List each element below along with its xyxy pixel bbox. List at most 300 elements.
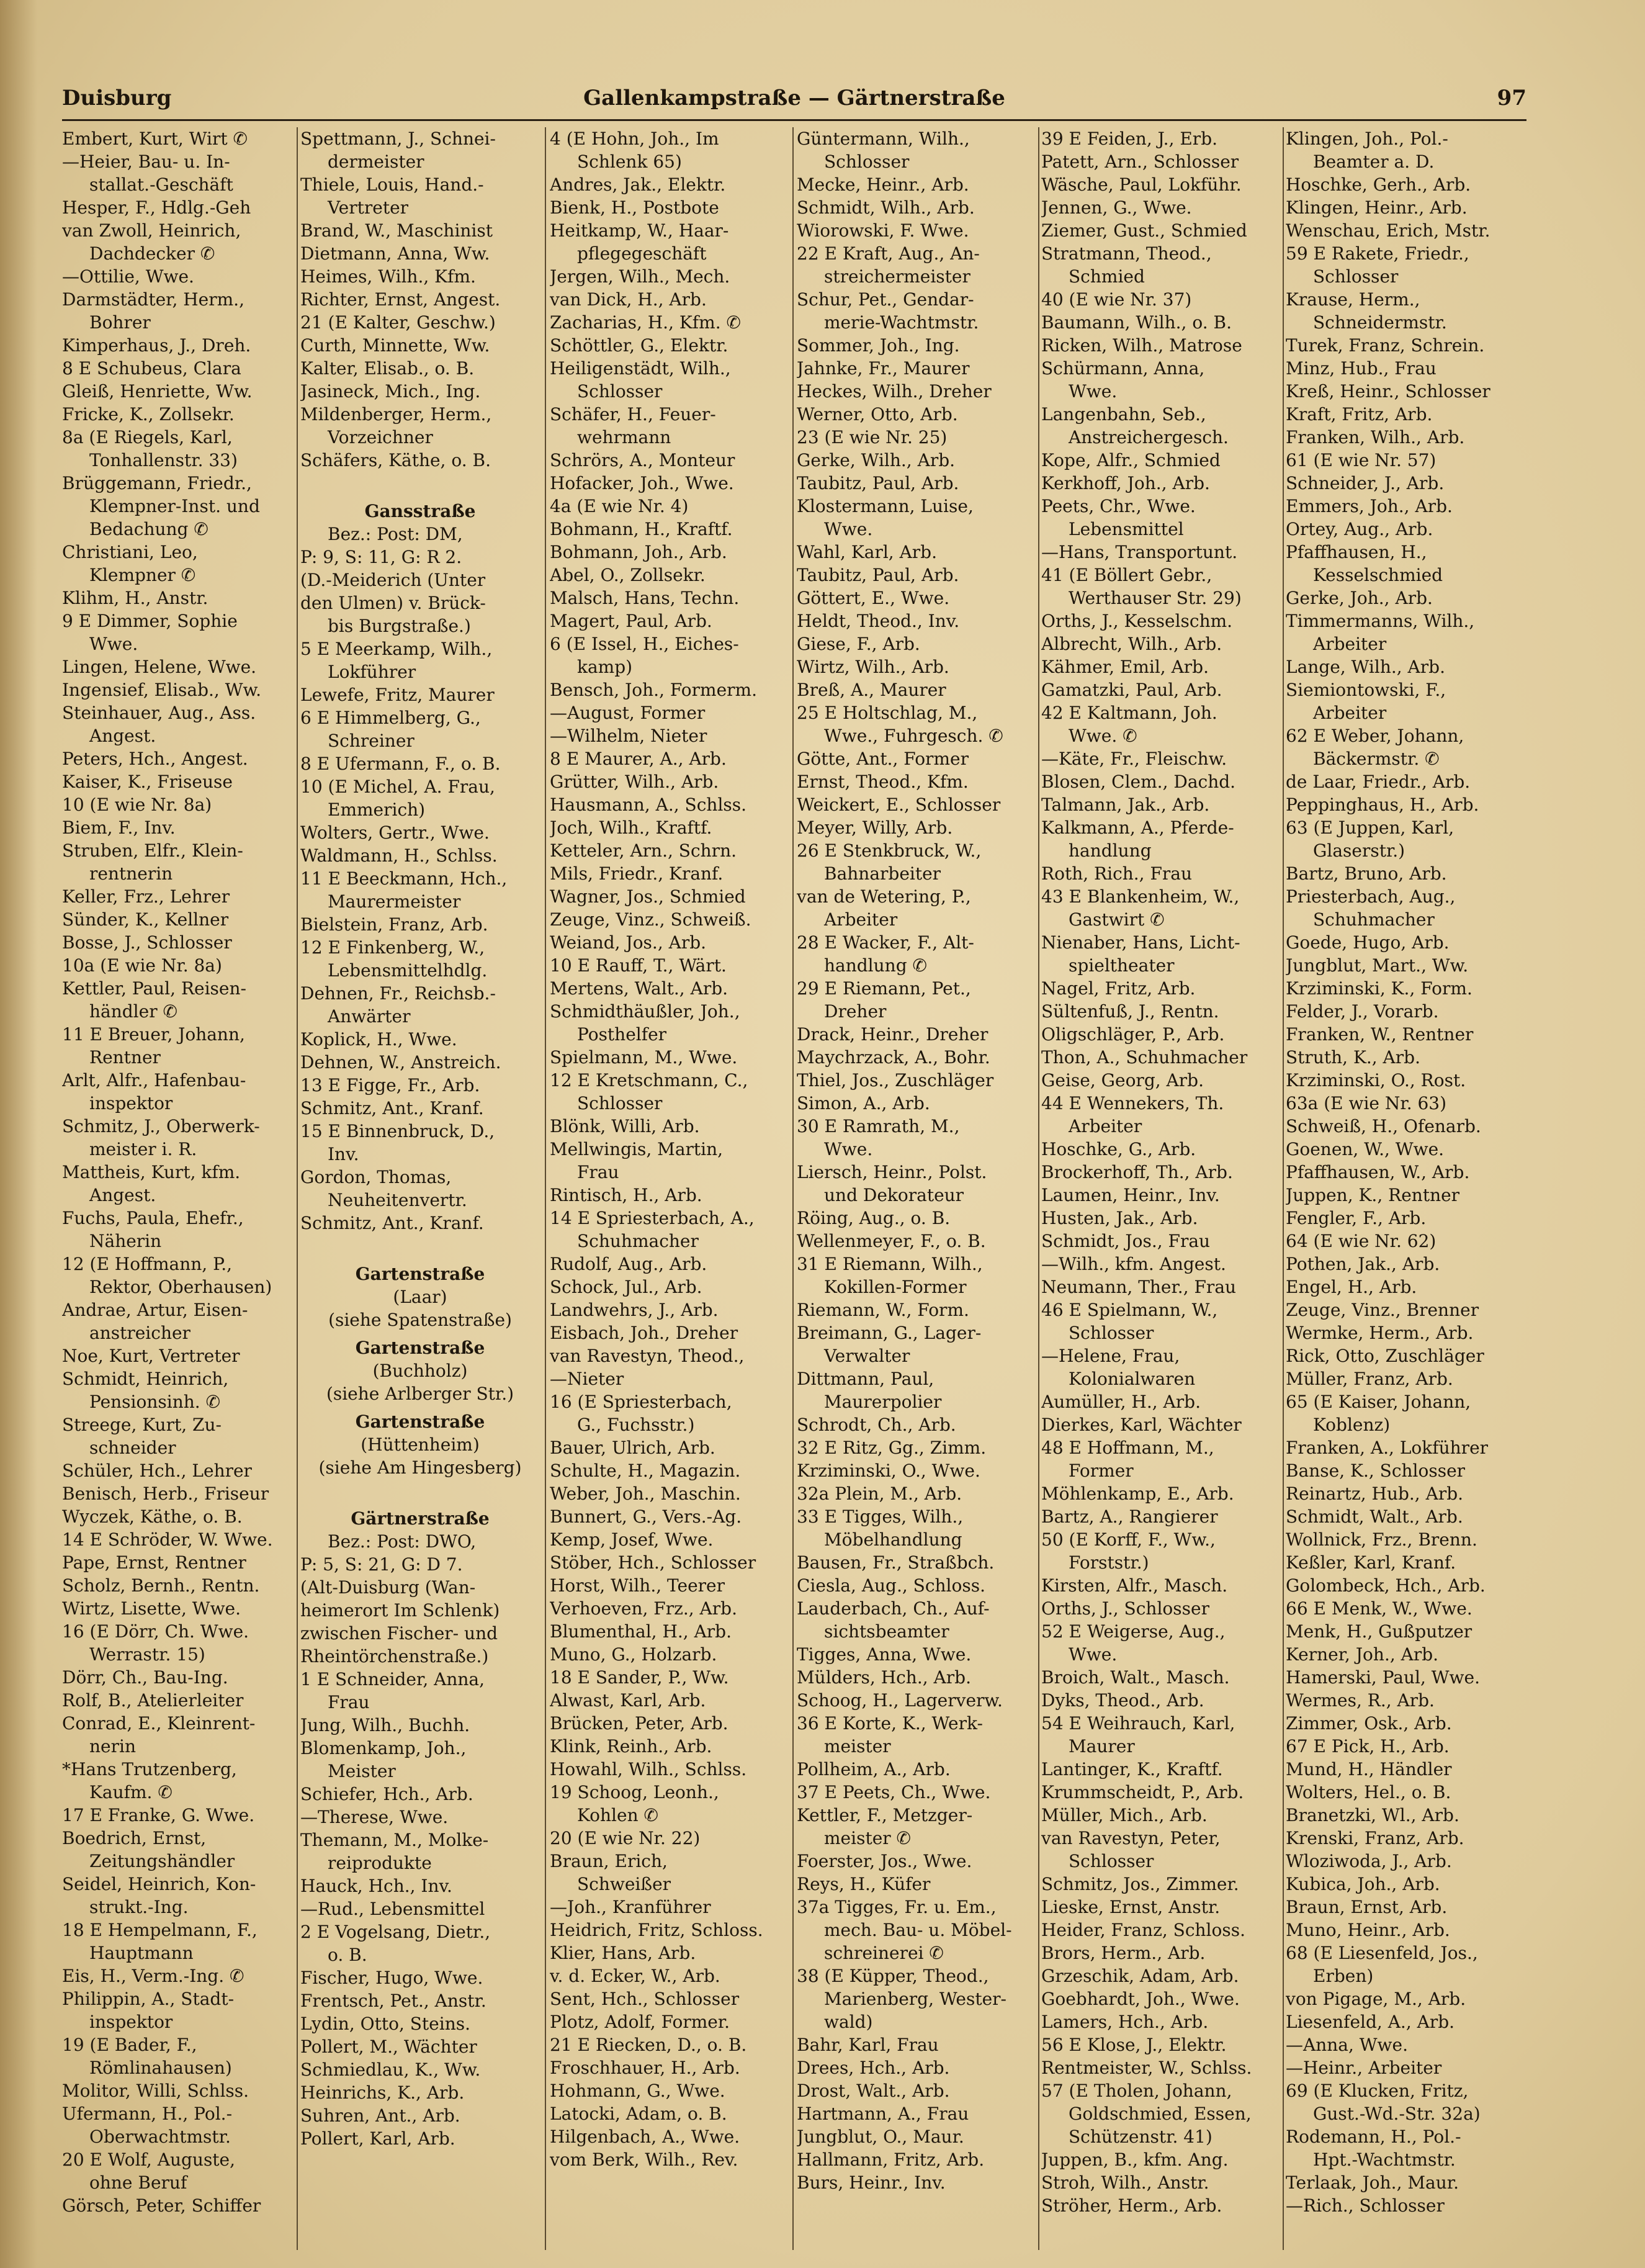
resident-entry: Görsch, Peter, Schiffer [62,2195,261,2216]
spacer [300,472,540,495]
spacer [300,1235,540,1258]
street-note: (siehe Spatenstraße) [328,1310,512,1330]
resident-entry: Braun, Ernst, Arb. [1286,1897,1448,1917]
resident-entry: Nienaber, Hans, Licht- [1041,932,1240,953]
entry-continuation: dermeister [328,151,424,172]
entry-continuation: Kohlen ✆ [577,1805,658,1825]
resident-entry: —Käte, Fr., Fleischw. [1041,749,1227,769]
entry-continuation: Bedachung ✆ [89,519,208,539]
spacer [300,1479,540,1502]
resident-entry: Göttert, E., Wwe. [797,588,950,608]
resident-entry: Emmers, Joh., Arb. [1286,496,1453,516]
resident-entry: —Therese, Wwe. [300,1807,449,1827]
resident-entry: Schöttler, G., Elektr. [550,335,728,356]
resident-entry: Ufermann, H., Pol.- [62,2104,233,2124]
resident-entry: Sültenfuß, J., Rentn. [1041,1001,1219,1022]
resident-entry: Zeuge, Vinz., Schweiß. [550,909,751,930]
resident-entry: Ortey, Aug., Arb. [1286,519,1433,539]
city-title: Duisburg [62,86,172,110]
resident-entry: Baumann, Wilh., o. B. [1041,312,1232,333]
resident-entry: Brüggemann, Friedr., [62,473,252,493]
entry-continuation: Koblenz) [1313,1415,1391,1435]
resident-entry: Rentmeister, W., Schlss. [1041,2058,1252,2078]
resident-entry: Orths, J., Kesselschm. [1041,611,1233,631]
resident-entry: Kraft, Fritz, Arb. [1286,404,1433,425]
entry-continuation: Lokführer [328,662,416,682]
column-divider [545,127,546,2250]
resident-entry: Grütter, Wilh., Arb. [550,772,719,792]
resident-entry: Wermes, R., Arb. [1286,1690,1435,1711]
entry-continuation: Maurerpolier [824,1392,942,1412]
resident-entry: Frentsch, Pet., Anstr. [300,1991,486,2011]
resident-entry: Peters, Hch., Angest. [62,749,248,769]
resident-entry: Schur, Pet., Gendar- [797,289,974,310]
resident-entry: Schüler, Hch., Lehrer [62,1460,252,1481]
entry-continuation: Anstreichergesch. [1069,427,1229,448]
resident-entry: Kettler, F., Metzger- [797,1805,973,1825]
entry-continuation: Zeitungshändler [89,1851,235,1871]
directory-column-2 [300,127,540,2250]
entry-continuation: Klempner-Inst. und [89,496,260,516]
resident-entry: Seidel, Heinrich, Kon- [62,1874,256,1894]
resident-entry: Liesenfeld, A., Arb. [1286,2012,1455,2032]
resident-entry: Richter, Ernst, Angest. [300,289,501,310]
resident-entry: Foerster, Jos., Wwe. [797,1851,972,1871]
entry-continuation: inspektor [89,1093,173,1114]
resident-entry: Menk, H., Gußputzer [1286,1621,1472,1642]
entry-continuation: Glaserstr.) [1313,840,1405,861]
resident-entry: 32a Plein, M., Arb. [797,1483,962,1504]
resident-entry: Landwehrs, J., Arb. [550,1300,719,1320]
resident-entry: Keller, Frz., Lehrer [62,886,230,907]
entry-continuation: meister [824,1736,891,1757]
resident-entry: Dörr, Ch., Bau-Ing. [62,1667,228,1688]
resident-entry: 42 E Kaltmann, Joh. [1041,703,1217,723]
resident-entry: Langenbahn, Seb., [1041,404,1206,425]
resident-entry: P: 5, S: 21, G: D 7. [300,1554,463,1575]
resident-entry: Blönk, Willi, Arb. [550,1116,700,1136]
resident-entry: 32 E Ritz, Gg., Zimm. [797,1438,987,1458]
resident-entry: 15 E Binnenbruck, D., [300,1121,495,1141]
resident-entry: 11 E Breuer, Johann, [62,1024,245,1045]
resident-entry: Golombeck, Hch., Arb. [1286,1575,1486,1596]
resident-entry: Weiand, Jos., Arb. [550,932,707,953]
resident-entry: Riemann, W., Form. [797,1300,969,1320]
entry-continuation: Verwalter [824,1346,910,1366]
resident-entry: Giese, F., Arb. [797,634,920,654]
resident-entry: Jungblut, Mart., Ww. [1286,955,1469,976]
resident-entry: Drack, Heinr., Dreher [797,1024,988,1045]
resident-entry: Muno, G., Holzarb. [550,1644,717,1665]
column-divider [792,127,794,2250]
resident-entry: Kerner, Joh., Arb. [1286,1644,1439,1665]
entry-continuation: Kaufm. ✆ [89,1782,173,1802]
resident-entry: Wolters, Hel., o. B. [1286,1782,1451,1802]
resident-entry: Franken, Wilh., Arb. [1286,427,1465,448]
resident-entry: Taubitz, Paul, Arb. [797,473,959,493]
resident-entry: Krenski, Franz, Arb. [1286,1828,1464,1848]
resident-entry: Stroh, Wilh., Anstr. [1041,2172,1209,2193]
entry-continuation: reiprodukte [328,1853,432,1873]
resident-entry: Latocki, Adam, o. B. [550,2104,727,2124]
resident-entry: Blumenthal, H., Arb. [550,1621,732,1642]
entry-continuation: Wwe. ✆ [1069,726,1137,746]
entry-continuation: rentnerin [89,863,173,884]
page-number: 97 [1497,86,1526,110]
resident-entry: Brand, W., Maschinist [300,220,493,241]
resident-entry: Juppen, K., Rentner [1286,1185,1460,1205]
entry-continuation: Schweißer [577,1874,671,1894]
resident-entry: Lingen, Helene, Wwe. [62,657,257,677]
resident-entry: Bunnert, G., Vers.-Ag. [550,1506,742,1527]
street-note: (Laar) [393,1287,447,1307]
resident-entry: Roth, Rich., Frau [1041,863,1193,884]
entry-continuation: Kolonialwaren [1069,1369,1196,1389]
resident-entry: Horst, Wilh., Teerer [550,1575,725,1596]
entry-continuation: Schützenstr. 41) [1069,2126,1212,2147]
resident-entry: 16 (E Spriesterbach, [550,1392,732,1412]
resident-entry: Pothen, Jak., Arb. [1286,1254,1440,1274]
entry-continuation: Schlenk 65) [577,151,682,172]
entry-continuation: streichermeister [824,266,970,287]
entry-continuation: schreinerei ✆ [824,1943,944,1963]
entry-continuation: Schlosser [577,381,663,402]
resident-entry: 30 E Ramrath, M., [797,1116,960,1136]
entry-continuation: Marienberg, Wester- [824,1989,1007,2009]
resident-entry: Bielstein, Franz, Arb. [300,914,488,935]
resident-entry: Juppen, B., kfm. Ang. [1041,2149,1229,2170]
resident-entry: Schulte, H., Magazin. [550,1460,741,1481]
entry-continuation: Arbeiter [1069,1116,1142,1136]
resident-entry: Schiefer, Hch., Arb. [300,1784,473,1804]
entry-continuation: kamp) [577,657,633,677]
resident-entry: Benisch, Herb., Friseur [62,1483,269,1504]
resident-entry: Heldt, Theod., Inv. [797,611,960,631]
resident-entry: Laumen, Heinr., Inv. [1041,1185,1220,1205]
resident-entry: (D.-Meiderich (Unter [300,570,486,590]
resident-entry: Heimes, Wilh., Kfm. [300,266,476,287]
resident-entry: 20 (E wie Nr. 22) [550,1828,701,1848]
resident-entry: Schmitz, Ant., Kranf. [300,1213,484,1233]
resident-entry: Krziminski, O., Wwe. [797,1460,980,1481]
resident-entry: Blomenkamp, Joh., [300,1738,467,1758]
resident-entry: Mattheis, Kurt, kfm. [62,1162,241,1182]
resident-entry: Koplick, H., Wwe. [300,1029,457,1050]
entry-continuation: Anwärter [328,1006,411,1027]
resident-entry: Schmitz, Jos., Zimmer. [1041,1874,1239,1894]
entry-continuation: sichtsbeamter [824,1621,949,1642]
resident-entry: Zimmer, Osk., Arb. [1286,1713,1452,1734]
entry-continuation: strukt.-Ing. [89,1897,189,1917]
resident-entry: 40 (E wie Nr. 37) [1041,289,1192,310]
resident-entry: Wäsche, Paul, Lokführ. [1041,174,1242,195]
resident-entry: —Helene, Frau, [1041,1346,1180,1366]
resident-entry: Taubitz, Paul, Arb. [797,565,959,585]
resident-entry: Lamers, Hch., Arb. [1041,2012,1209,2032]
resident-entry: Bensch, Joh., Formerm. [550,680,757,700]
resident-entry: (Alt-Duisburg (Wan- [300,1577,476,1598]
resident-entry: Sommer, Joh., Ing. [797,335,960,356]
resident-entry: Röing, Aug., o. B. [797,1208,951,1228]
entry-continuation: Wwe. [824,519,873,539]
resident-entry: Schmidt, Wilh., Arb. [797,197,975,218]
resident-entry: Alwast, Karl, Arb. [550,1690,706,1711]
resident-entry: Orths, J., Schlosser [1041,1598,1209,1619]
resident-entry: Wahl, Karl, Arb. [797,542,938,562]
entry-continuation: pflegegeschäft [577,243,707,264]
resident-entry: Krummscheidt, P., Arb. [1041,1782,1244,1802]
resident-entry: 8 E Schubeus, Clara [62,358,241,379]
resident-entry: Noe, Kurt, Vertreter [62,1346,240,1366]
entry-continuation: Dreher [824,1001,887,1022]
resident-entry: Krziminski, K., Form. [1286,978,1472,999]
resident-entry: Bauer, Ulrich, Arb. [550,1438,715,1458]
resident-entry: Philippin, A., Stadt- [62,1989,235,2009]
resident-entry: Boedrich, Ernst, [62,1828,207,1848]
entry-continuation: Pensionsinh. ✆ [89,1392,221,1412]
resident-entry: Franken, W., Rentner [1286,1024,1474,1045]
resident-entry: Schmidt, Walt., Arb. [1286,1506,1463,1527]
resident-entry: Wirtz, Wilh., Arb. [797,657,949,677]
resident-entry: —Wilh., kfm. Angest. [1041,1254,1226,1274]
resident-entry: 9 E Dimmer, Sophie [62,611,238,631]
resident-entry: v. d. Ecker, W., Arb. [550,1966,720,1986]
resident-entry: Breimann, G., Lager- [797,1323,982,1343]
resident-entry: Wagner, Jos., Schmied [550,886,746,907]
resident-entry: vom Berk, Wilh., Rev. [550,2149,738,2170]
resident-entry: Patett, Arn., Schlosser [1041,151,1239,172]
resident-entry: Spettmann, J., Schnei- [300,128,496,149]
resident-entry: 44 E Wennekers, Th. [1041,1093,1224,1114]
entry-continuation: Wwe. [824,1139,873,1159]
resident-entry: Albrecht, Wilh., Arb. [1041,634,1222,654]
resident-entry: 63a (E wie Nr. 63) [1286,1093,1447,1114]
resident-entry: 21 (E Kalter, Geschw.) [300,312,496,333]
resident-entry: —Wilhelm, Nieter [550,726,707,746]
resident-entry: Sünder, K., Kellner [62,909,229,930]
resident-entry: Dehnen, Fr., Reichsb.- [300,983,496,1004]
resident-entry: 12 (E Hoffmann, P., [62,1254,233,1274]
resident-entry: Scholz, Bernh., Rentn. [62,1575,260,1596]
resident-entry: 36 E Korte, K., Werk- [797,1713,983,1734]
page-spine-shadow [0,0,37,2268]
resident-entry: Lantinger, K., Kraftf. [1041,1759,1223,1780]
resident-entry: Schrörs, A., Monteur [550,450,735,470]
resident-entry: Priesterbach, Aug., [1286,886,1456,907]
entry-continuation: Bez.: Post: DWO, [328,1531,477,1552]
resident-entry: —Anna, Wwe. [1286,2035,1408,2055]
header-rule [62,119,1526,121]
resident-entry: Drees, Hch., Arb. [797,2058,950,2078]
entry-continuation: Hpt.-Wachtmstr. [1313,2149,1456,2170]
resident-entry: Ströher, Herm., Arb. [1041,2195,1222,2216]
resident-entry: Gerke, Joh., Arb. [1286,588,1433,608]
resident-entry: Mertens, Walt., Arb. [550,978,728,999]
resident-entry: Kirsten, Alfr., Masch. [1041,1575,1228,1596]
entry-continuation: schneider [89,1438,176,1458]
directory-column-1 [62,127,293,2250]
resident-entry: Gordon, Thomas, [300,1167,452,1187]
entry-continuation: Goldschmied, Essen, [1069,2104,1252,2124]
resident-entry: Jung, Wilh., Buchh. [300,1715,470,1735]
resident-entry: Mülders, Hch., Arb. [797,1667,971,1688]
resident-entry: Braun, Erich, [550,1851,668,1871]
resident-entry: 18 E Hempelmann, F., [62,1920,258,1940]
entry-continuation: Dachdecker ✆ [89,243,215,264]
resident-entry: Sent, Hch., Schlosser [550,1989,740,2009]
resident-entry: Jasineck, Mich., Ing. [300,381,481,402]
resident-entry: 64 (E wie Nr. 62) [1286,1231,1437,1251]
entry-continuation: Arbeiter [1313,703,1387,723]
entry-continuation: Gastwirt ✆ [1069,909,1165,930]
resident-entry: Gerke, Wilh., Arb. [797,450,956,470]
resident-entry: den Ulmen) v. Brück- [300,593,486,613]
entry-continuation: Schuhmacher [1313,909,1435,930]
resident-entry: Ingensief, Elisab., Ww. [62,680,262,700]
resident-entry: Gamatzki, Paul, Arb. [1041,680,1222,700]
resident-entry: Nagel, Fritz, Arb. [1041,978,1196,999]
resident-entry: Blosen, Clem., Dachd. [1041,772,1236,792]
resident-entry: Hilgenbach, A., Wwe. [550,2126,740,2147]
entry-continuation: Schlosser [1069,1851,1154,1871]
resident-entry: Themann, M., Molke- [300,1830,489,1850]
resident-entry: 48 E Hoffmann, M., [1041,1438,1214,1458]
resident-entry: de Laar, Friedr., Arb. [1286,772,1471,792]
resident-entry: Ernst, Theod., Kfm. [797,772,969,792]
resident-entry: 19 (E Bader, F., [62,2035,197,2055]
resident-entry: Schmitz, Ant., Kranf. [300,1098,484,1118]
resident-entry: Eis, H., Verm.-Ing. ✆ [62,1966,244,1986]
resident-entry: 13 E Figge, Fr., Arb. [300,1075,480,1096]
resident-entry: 6 (E Issel, H., Eiches- [550,634,739,654]
resident-entry: Magert, Paul, Arb. [550,611,712,631]
resident-entry: Geise, Georg, Arb. [1041,1070,1204,1091]
resident-entry: Kalkmann, A., Pferde- [1041,817,1234,838]
resident-entry: Conrad, E., Kleinrent- [62,1713,256,1734]
resident-entry: Mils, Friedr., Kranf. [550,863,724,884]
resident-entry: —August, Former [550,703,706,723]
resident-entry: 29 E Riemann, Pet., [797,978,971,999]
entry-continuation: bis Burgstraße.) [328,616,471,636]
resident-entry: 62 E Weber, Johann, [1286,726,1464,746]
resident-entry: —Joh., Kranführer [550,1897,711,1917]
resident-entry: Peppinghaus, H., Arb. [1286,794,1479,815]
resident-entry: Jergen, Wilh., Mech. [550,266,730,287]
resident-entry: 10 E Rauff, T., Wärt. [550,955,727,976]
resident-entry: Schmidthäußler, Joh., [550,1001,740,1022]
entry-continuation: Wwe. [1069,1644,1118,1665]
resident-entry: Froschhauer, H., Arb. [550,2058,740,2078]
resident-entry: Dehnen, W., Anstreich. [300,1052,501,1073]
resident-entry: Hofacker, Joh., Wwe. [550,473,734,493]
resident-entry: zwischen Fischer- und [300,1623,498,1644]
resident-entry: 25 E Holtschlag, M., [797,703,978,723]
resident-entry: 19 Schoog, Leonh., [550,1782,719,1802]
entry-continuation: Angest. [89,1185,156,1205]
resident-entry: Pfaffhausen, H., [1286,542,1427,562]
resident-entry: Wellenmeyer, F., o. B. [797,1231,986,1251]
resident-entry: Kerkhoff, Joh., Arb. [1041,473,1210,493]
resident-entry: Brockerhoff, Th., Arb. [1041,1162,1233,1182]
resident-entry: Banse, K., Schlosser [1286,1460,1466,1481]
resident-entry: Kreß, Heinr., Schlosser [1286,381,1490,402]
resident-entry: Bosse, J., Schlosser [62,932,232,953]
resident-entry: Müller, Franz, Arb. [1286,1369,1453,1389]
entry-continuation: Werrastr. 15) [89,1644,205,1665]
street-heading: Gartenstraße [355,1264,485,1284]
resident-entry: Burs, Heinr., Inv. [797,2172,946,2193]
resident-entry: Rick, Otto, Zuschläger [1286,1346,1484,1366]
resident-entry: von Pigage, M., Arb. [1286,1989,1466,2009]
resident-entry: Verhoeven, Frz., Arb. [550,1598,737,1619]
resident-entry: Reinartz, Hub., Arb. [1286,1483,1464,1504]
entry-continuation: stallat.-Geschäft [89,174,233,195]
street-note: (siehe Arlberger Str.) [326,1384,514,1404]
resident-entry: Keßler, Karl, Kranf. [1286,1552,1456,1573]
resident-entry: 5 E Meerkamp, Wilh., [300,639,493,659]
resident-entry: van Ravestyn, Peter, [1041,1828,1221,1848]
resident-entry: 54 E Weihrauch, Karl, [1041,1713,1235,1734]
resident-entry: 67 E Pick, H., Arb. [1286,1736,1450,1757]
resident-entry: Krziminski, O., Rost. [1286,1070,1466,1091]
resident-entry: 56 E Klose, J., Elektr. [1041,2035,1227,2055]
entry-continuation: Meister [328,1761,396,1781]
resident-entry: Schrodt, Ch., Arb. [797,1415,956,1435]
entry-continuation: Kesselschmied [1313,565,1443,585]
resident-entry: Mellwingis, Martin, [550,1139,724,1159]
resident-entry: 8 E Maurer, A., Arb. [550,749,727,769]
entry-continuation: Rektor, Oberhausen) [89,1277,272,1297]
resident-entry: 57 (E Tholen, Johann, [1041,2081,1232,2101]
resident-entry: Hallmann, Fritz, Arb. [797,2149,985,2170]
resident-entry: Franken, A., Lokführer [1286,1438,1489,1458]
resident-entry: Hamerski, Paul, Wwe. [1286,1667,1480,1688]
resident-entry: Dierkes, Karl, Wächter [1041,1415,1242,1435]
resident-entry: Pollert, M., Wächter [300,2036,477,2057]
resident-entry: Schmitz, J., Oberwerk- [62,1116,260,1136]
resident-entry: van Ravestyn, Theod., [550,1346,745,1366]
entry-continuation: Oberwachtmstr. [89,2126,231,2147]
resident-entry: Wermke, Herm., Arb. [1286,1323,1474,1343]
resident-entry: Pollheim, A., Arb. [797,1759,951,1780]
resident-entry: —Hans, Transportunt. [1041,542,1238,562]
street-range-title: Gallenkampstraße — Gärtnerstraße [583,86,1005,110]
resident-entry: 66 E Menk, W., Wwe. [1286,1598,1472,1619]
resident-entry: Simon, A., Arb. [797,1093,930,1114]
resident-entry: Bausen, Fr., Straßbch. [797,1552,995,1573]
entry-continuation: Lebensmittel [1069,519,1184,539]
resident-entry: Lieske, Ernst, Anstr. [1041,1897,1221,1917]
resident-entry: Struth, K., Arb. [1286,1047,1420,1068]
resident-entry: Arlt, Alfr., Hafenbau- [62,1070,246,1091]
resident-entry: Oligschläger, P., Arb. [1041,1024,1225,1045]
entry-continuation: Maurermeister [328,891,461,912]
resident-entry: Jahnke, Fr., Maurer [797,358,970,379]
resident-entry: Kähmer, Emil, Arb. [1041,657,1209,677]
entry-continuation: handlung ✆ [824,955,927,976]
resident-entry: Reys, H., Küfer [797,1874,931,1894]
resident-entry: Bartz, A., Rangierer [1041,1506,1218,1527]
street-note: (Buchholz) [372,1361,468,1381]
resident-entry: 22 E Kraft, Aug., An- [797,243,980,264]
resident-entry: Engel, H., Arb. [1286,1277,1417,1297]
resident-entry: Felder, J., Vorarb. [1286,1001,1439,1022]
resident-entry: Christiani, Leo, [62,542,198,562]
resident-entry: Hauck, Hch., Inv. [300,1876,452,1896]
resident-entry: Klingen, Heinr., Arb. [1286,197,1468,218]
page-header [62,86,1526,120]
resident-entry: —Heier, Bau- u. In- [62,151,230,172]
